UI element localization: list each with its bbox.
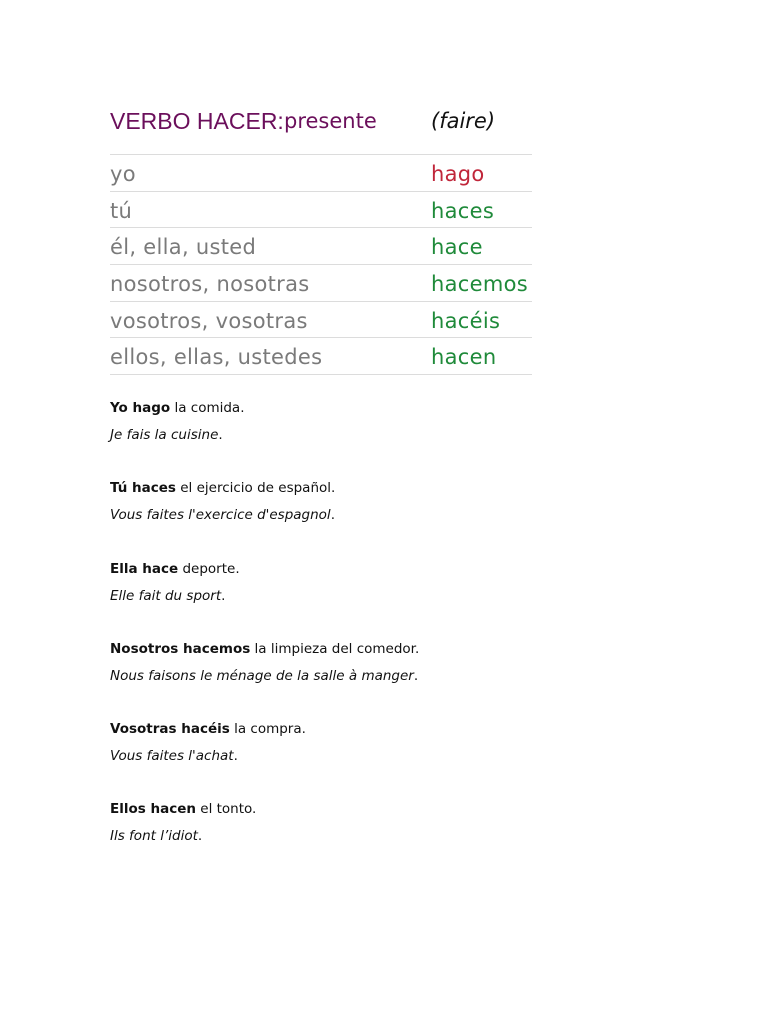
spanish-sentence (110, 478, 670, 505)
translation-text: Vous faites l'achat (110, 748, 234, 765)
sentence-subject-verb: Ella hace (110, 560, 179, 577)
conjugation-table (110, 154, 532, 375)
sentence-subject-verb: Yo hago (110, 400, 171, 416)
pronoun: tú (110, 198, 133, 223)
translation-period: . (218, 427, 223, 443)
verb-form: hago (431, 162, 485, 186)
example-sentences (110, 398, 670, 880)
title-tense: presente (284, 109, 377, 133)
example-item (110, 398, 670, 478)
translation-period: . (330, 507, 335, 524)
translation-text: Vous faites l'exercice d'espagnol (110, 507, 331, 524)
sentence-subject-verb: Tú haces (110, 480, 176, 497)
french-translation (110, 586, 670, 606)
conjugation-row (110, 302, 532, 339)
sentence-subject-verb: Nosotros hacemos (110, 640, 251, 657)
conjugation-row (110, 228, 532, 265)
conjugation-row (110, 265, 532, 302)
example-item (110, 559, 670, 639)
translation-text: Elle fait du sport (110, 587, 222, 604)
sentence-rest: la limpieza del comedor. (250, 640, 420, 657)
example-item (110, 478, 670, 558)
sentence-subject-verb: Vosotras hacéis (110, 721, 230, 738)
spanish-sentence (110, 719, 670, 746)
french-translation (110, 666, 670, 686)
pronoun: ellos, ellas, ustedes (110, 345, 323, 370)
page-title (110, 108, 532, 142)
verb-form: hacemos (431, 272, 528, 297)
pronoun: vosotros, vosotras (110, 308, 308, 333)
sentence-rest: la compra. (229, 721, 306, 738)
pronoun: nosotros, nosotras (110, 272, 310, 297)
conjugation-row (110, 155, 532, 192)
conjugation-row (110, 192, 532, 229)
translation-period: . (233, 748, 238, 765)
spanish-sentence (110, 559, 670, 586)
translation-period: . (413, 667, 419, 684)
pronoun: yo (110, 162, 136, 186)
sentence-rest: el tonto. (195, 801, 257, 818)
sentence-subject-verb: Ellos hacen (110, 801, 196, 818)
translation-text: Ils font l’idiot (110, 828, 198, 845)
conjugation-row (110, 338, 532, 375)
sentence-rest: el ejercicio de español. (175, 480, 336, 497)
example-item (110, 719, 670, 799)
translation-period: . (221, 587, 226, 604)
pronoun: él, ella, usted (110, 235, 257, 260)
title-translation: (faire) (431, 109, 496, 133)
spanish-sentence (110, 398, 670, 425)
verb-form: hacen (431, 345, 497, 370)
french-translation (110, 826, 670, 846)
translation-text: Je fais la cuisine (110, 427, 219, 443)
translation-text: Nous faisons le ménage de la salle à manger (110, 667, 414, 684)
example-item (110, 639, 670, 719)
sentence-rest: la comida. (170, 400, 245, 416)
verb-form: hace (431, 235, 483, 260)
spanish-sentence (110, 799, 670, 826)
verb-form: haces (431, 198, 495, 223)
spanish-sentence (110, 639, 670, 666)
verb-form: hacéis (431, 308, 501, 333)
title-verb: VERBO HACER: (110, 108, 284, 134)
french-translation (110, 746, 670, 766)
example-item (110, 799, 670, 879)
french-translation (110, 505, 670, 525)
french-translation (110, 425, 670, 445)
sentence-rest: deporte. (178, 560, 240, 577)
translation-period: . (197, 828, 203, 845)
